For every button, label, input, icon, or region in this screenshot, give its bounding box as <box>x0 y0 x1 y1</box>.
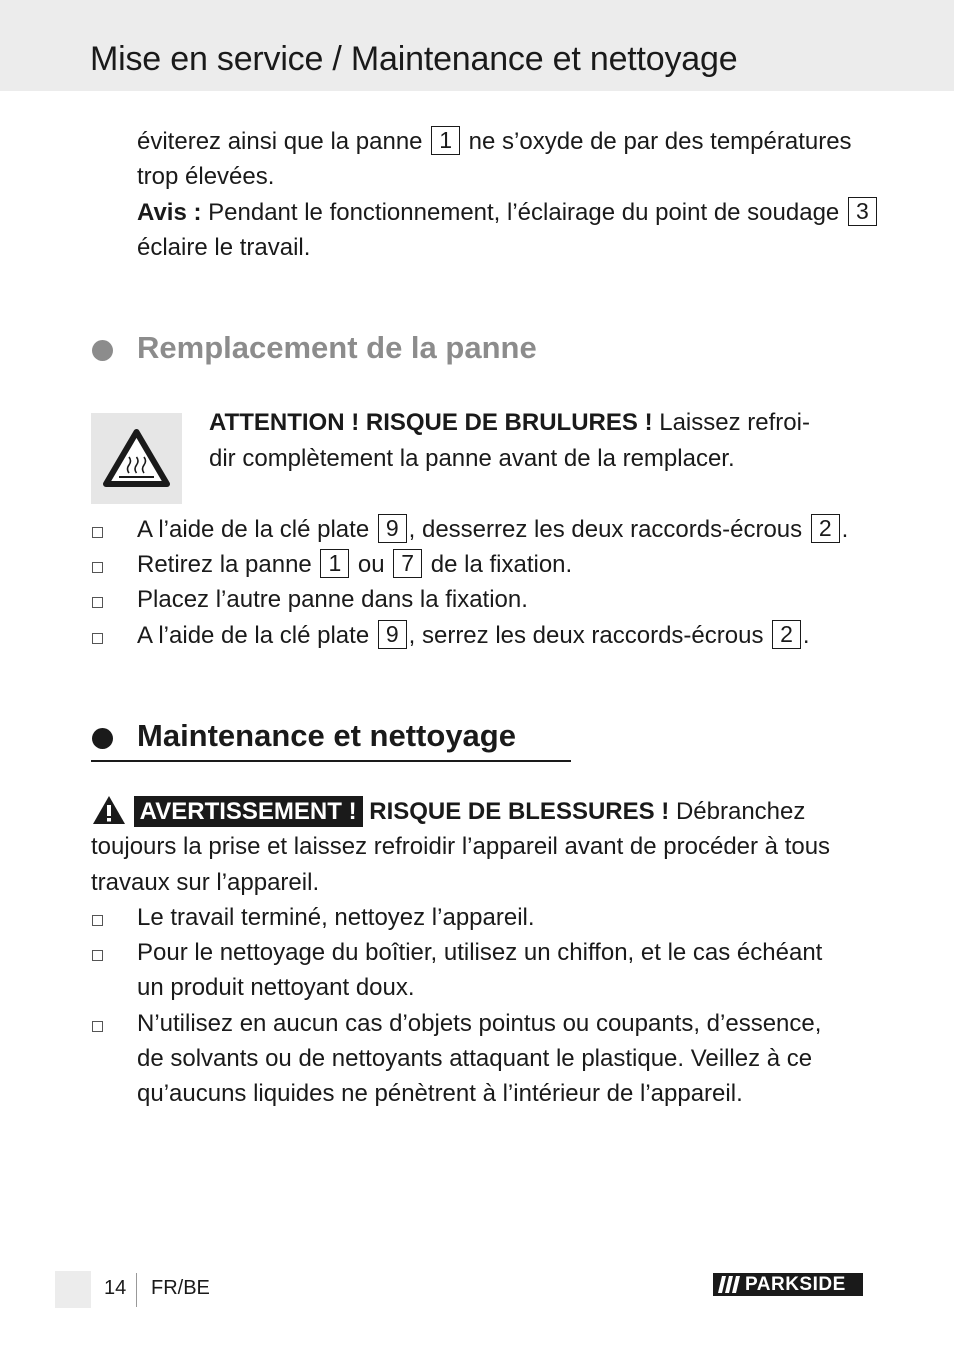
intro-text: ne s’oxyde de par des températures <box>468 128 852 155</box>
avis-line-2: éclaire le travail. <box>137 234 311 261</box>
brand-name: PARKSIDE <box>745 1274 846 1295</box>
hot-surface-warning-icon <box>91 413 182 504</box>
page-number: 14 <box>104 1277 127 1299</box>
logo-stripes-icon <box>716 1273 746 1296</box>
section-bullet <box>92 340 113 361</box>
avis-label: Avis : <box>137 199 202 226</box>
part-ref-7: 7 <box>393 549 422 578</box>
square-bullet <box>92 562 103 573</box>
brand-logo <box>713 1273 863 1296</box>
part-ref-3: 3 <box>848 197 877 226</box>
maintenance-item-2-line-2: un produit nettoyant doux. <box>137 974 415 1001</box>
maintenance-item-3-line-3: qu’aucuns liquides ne pénètrent à l’intérieur de l’appareil. <box>137 1080 743 1107</box>
part-ref-9: 9 <box>378 620 407 649</box>
square-bullet <box>92 527 103 538</box>
step-1 <box>137 512 848 547</box>
burn-warning-line-2: dir complètement la panne avant de la remplacer. <box>209 445 735 472</box>
burn-warning-text: Laissez refroi- <box>659 409 810 436</box>
injury-warning-text: Débranchez <box>675 798 806 825</box>
square-bullet <box>92 597 103 608</box>
part-ref-9: 9 <box>378 514 407 543</box>
part-ref-1: 1 <box>320 549 349 578</box>
maintenance-item-2-line-1: Pour le nettoyage du boîtier, utilisez un chiffon, et le cas échéant <box>137 939 823 966</box>
injury-warning-line-2: toujours la prise et laissez refroidir l’appareil avant de procéder à tous <box>91 833 831 860</box>
step-text: Retirez la panne <box>137 551 312 578</box>
injury-warning-line-3: travaux sur l’appareil. <box>91 869 320 896</box>
maintenance-item-3-line-2: de solvants ou de nettoyants attaquant le plastique. Veillez à ce <box>137 1045 813 1072</box>
avis-line-1 <box>137 195 879 230</box>
injury-warning-line-1 <box>91 794 805 829</box>
warning-triangle-icon <box>91 794 127 826</box>
page-title: Mise en service / Maintenance et nettoyage <box>90 40 738 78</box>
burn-warning-label: ATTENTION ! RISQUE DE BRULURES ! <box>209 409 653 436</box>
burn-warning-line-1 <box>209 405 810 440</box>
step-4 <box>137 618 810 653</box>
footer-tab <box>55 1271 91 1308</box>
part-ref-2: 2 <box>772 620 801 649</box>
step-text: A l’aide de la clé plate <box>137 622 370 649</box>
step-3: Placez l’autre panne dans la fixation. <box>137 586 528 613</box>
square-bullet <box>92 633 103 644</box>
injury-warning-label: RISQUE DE BLESSURES ! <box>369 798 670 825</box>
square-bullet <box>92 915 103 926</box>
intro-line-1 <box>137 124 852 159</box>
step-text: . <box>802 622 810 649</box>
footer-separator <box>136 1273 137 1307</box>
intro-text: éviterez ainsi que la panne <box>137 128 423 155</box>
square-bullet <box>92 1021 103 1032</box>
step-text: ou <box>357 551 385 578</box>
step-2 <box>137 547 572 582</box>
locale-label: FR/BE <box>151 1277 210 1299</box>
step-text: de la fixation. <box>430 551 573 578</box>
warning-panel <box>91 413 182 504</box>
intro-line-2: trop élevées. <box>137 163 275 190</box>
square-bullet <box>92 950 103 961</box>
avertissement-label: AVERTISSEMENT ! <box>134 796 363 827</box>
section-title-maintenance: Maintenance et nettoyage <box>137 718 516 753</box>
section-underline <box>91 760 571 762</box>
avis-text: Pendant le fonctionnement, l’éclairage du point de soudage <box>208 199 840 226</box>
step-text: , desserrez les deux raccords-écrous <box>408 516 803 543</box>
maintenance-item-3-line-1: N’utilisez en aucun cas d’objets pointus ou coupants, d’essence, <box>137 1010 822 1037</box>
step-text: . <box>841 516 849 543</box>
section-bullet <box>92 728 113 749</box>
step-text: , serrez les deux raccords-écrous <box>408 622 764 649</box>
step-text: A l’aide de la clé plate <box>137 516 370 543</box>
part-ref-2: 2 <box>811 514 840 543</box>
maintenance-item-1: Le travail terminé, nettoyez l’appareil. <box>137 904 535 931</box>
section-title-remplacement: Remplacement de la panne <box>137 330 537 365</box>
part-ref-1: 1 <box>431 126 460 155</box>
